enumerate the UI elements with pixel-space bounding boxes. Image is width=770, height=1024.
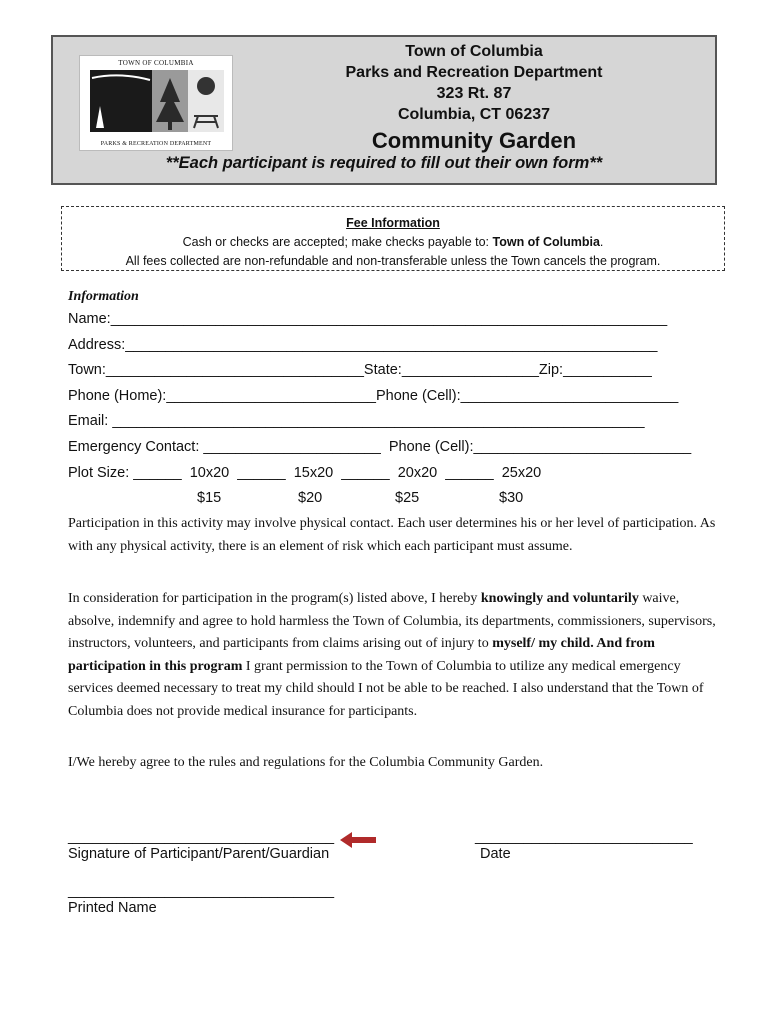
waiver-bold-a: knowingly and voluntarily <box>480 591 639 606</box>
logo-bottom-text: PARKS & RECREATION DEPARTMENT <box>100 141 212 147</box>
date-line[interactable]: ___________________________ <box>475 829 693 845</box>
page-title: Community Garden <box>371 128 577 153</box>
fee-payment-line <box>62 233 724 252</box>
signature-label: Signature of Participant/Parent/Guardian <box>68 846 330 862</box>
price-25x20: $30 <box>499 490 524 506</box>
price-15x20: $20 <box>298 490 323 506</box>
header-text <box>233 41 715 156</box>
waiver-paragraph <box>68 588 718 723</box>
waiver-text-a: In consideration for participation in the program(s) listed above, I hereby <box>68 591 481 606</box>
information-heading: Information <box>68 289 139 304</box>
printed-name-label: Printed Name <box>68 900 157 916</box>
city-state-zip: Columbia, CT 06237 <box>397 106 551 123</box>
price-15x10: $15 <box>197 490 222 506</box>
price-20x20: $25 <box>395 490 420 506</box>
town-logo <box>79 55 233 151</box>
logo-top-text: TOWN OF COLUMBIA <box>118 59 194 67</box>
form-instruction-note: **Each participant is required to fill out their own form** <box>165 154 603 172</box>
header-box <box>51 35 717 185</box>
risk-paragraph: Participation in this activity may involve physical contact. Each user determines his or her level of participation. As with any physical activity, there is an element of risk which each participant must assume. <box>68 516 716 554</box>
address-field[interactable]: Address:__________________________________________________________________ <box>68 337 658 353</box>
sign-here-arrow-icon <box>340 832 376 848</box>
fee-information-box <box>61 206 725 271</box>
waiver-text-c: I grant permission to the Town of Columbia to utilize any medical emergency services deemed necessary to treat my child should I not be able to be reached. I also understand that the Town of Columbia does not provide medical insurance for participants. <box>68 658 704 719</box>
street-address: 323 Rt. 87 <box>436 85 512 102</box>
signature-line[interactable]: _________________________________ <box>68 829 335 845</box>
waiver-text-b: waive, absolve, indemnify and agree to hold harmless the Town of Columbia, its departments, commissioners, supervisors, instructors, volunteers, and participants from claims arising out of injury to <box>68 591 716 651</box>
park-scene-icon <box>90 68 224 134</box>
town-state-zip-field[interactable]: Town:________________________________State:_________________Zip:___________ <box>68 362 652 378</box>
fee-refund-policy: All fees collected are non-refundable and non-transferable unless the Town cancels the program. <box>125 254 661 268</box>
date-label: Date <box>480 846 511 862</box>
emergency-contact-field[interactable]: Emergency Contact: ______________________ Phone (Cell):___________________________ <box>68 439 692 455</box>
phone-field[interactable]: Phone (Home):__________________________Phone (Cell):___________________________ <box>68 388 679 404</box>
fee-payee: Town of Columbia <box>492 235 600 249</box>
fee-payment-text: Cash or checks are accepted; make checks payable to: <box>182 235 493 249</box>
fee-period: . <box>599 235 604 249</box>
agreement-paragraph: I/We hereby agree to the rules and regulations for the Columbia Community Garden. <box>68 755 544 770</box>
department-name: Parks and Recreation Department <box>345 64 603 81</box>
waiver-bold-b: myself/ my child. And from participation in this program <box>68 636 655 674</box>
town-name: Town of Columbia <box>405 43 543 60</box>
email-field[interactable]: Email: __________________________________________________________________ <box>68 413 645 429</box>
fee-title: Fee Information <box>346 216 440 230</box>
name-field[interactable]: Name:_____________________________________________________________________ <box>68 311 668 327</box>
plot-size-field[interactable]: Plot Size: ______ 10x20 ______ 15x20 ______ 20x20 ______ 25x20 <box>68 465 542 481</box>
printed-name-line[interactable]: _________________________________ <box>68 883 335 899</box>
